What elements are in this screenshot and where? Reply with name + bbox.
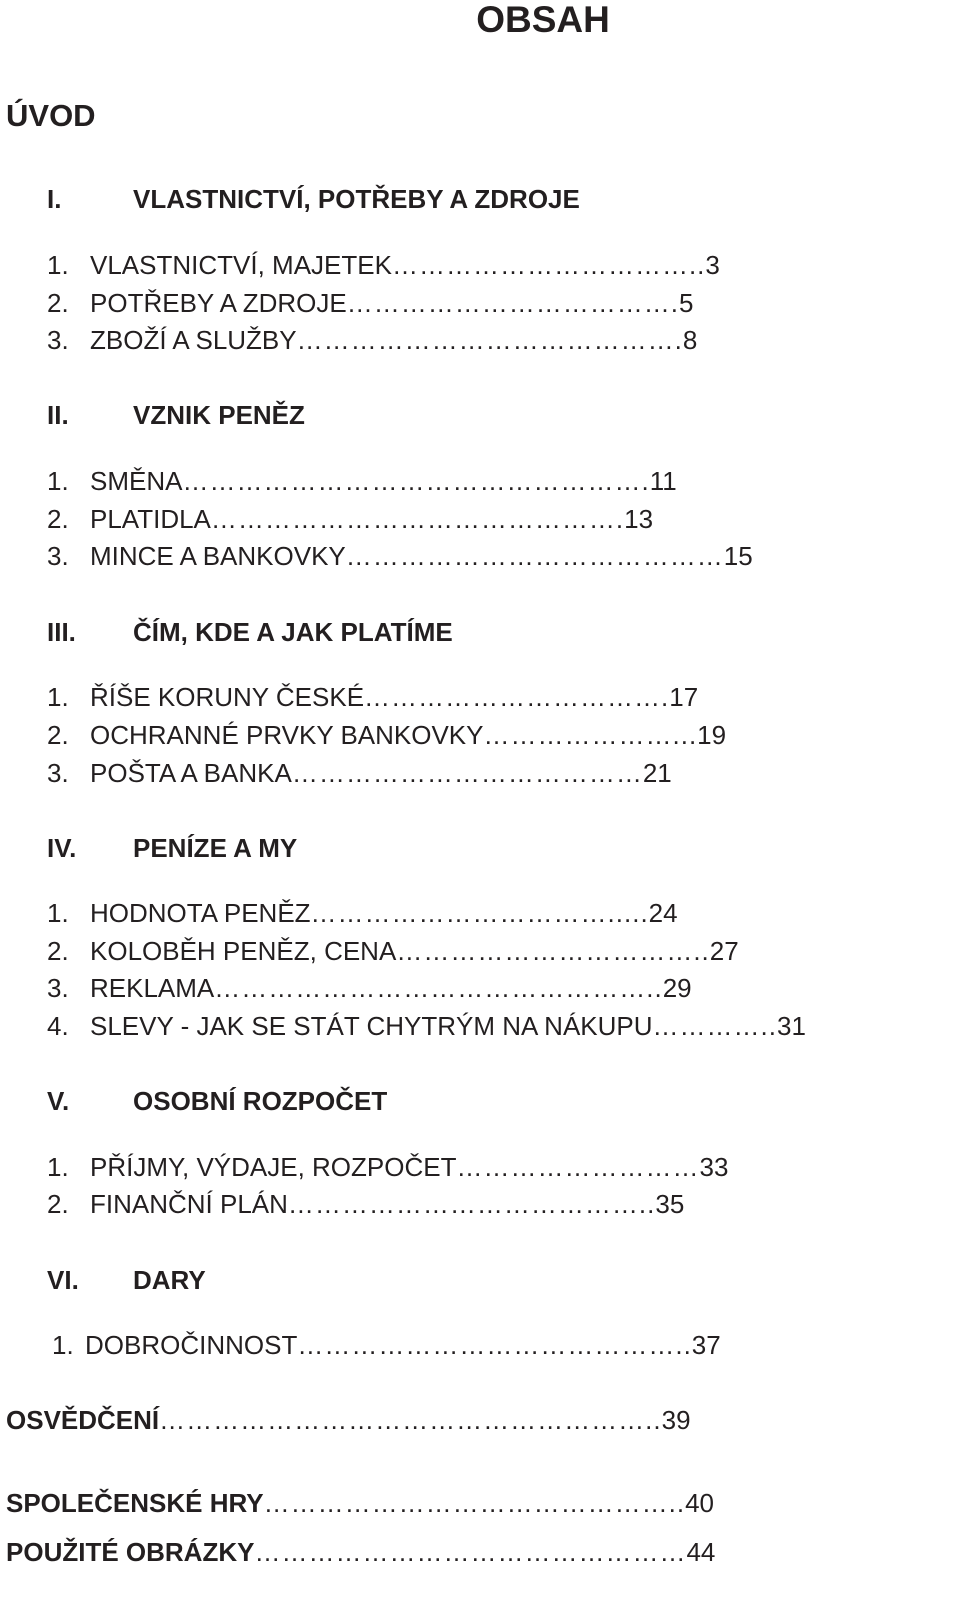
section-title: PENÍZE A MY (133, 833, 298, 863)
page-number: 3 (705, 250, 720, 280)
entry-number: 3. (47, 541, 69, 571)
entry-label: POŠTA A BANKA (90, 758, 292, 788)
page-number: 39 (661, 1405, 691, 1435)
toc-entry-games (6, 1486, 714, 1520)
entry-label: DOBROČINNOST (85, 1330, 298, 1360)
entry-label: SPOLEČENSKÉ HRY (6, 1488, 264, 1518)
toc-entry (52, 1328, 721, 1362)
section-number: IV. (47, 833, 77, 863)
dot-leader: ……………………………. (364, 682, 670, 712)
page-number: 44 (686, 1537, 716, 1567)
toc-entry (47, 1009, 806, 1043)
entry-number: 2. (47, 720, 69, 750)
dot-leader: ……………………………………………….. (159, 1405, 662, 1435)
dot-leader: ……………………… (456, 1152, 700, 1182)
page-number: 15 (723, 541, 753, 571)
section-title: DARY (133, 1265, 206, 1295)
page-number: 40 (685, 1488, 715, 1518)
toc-entry-images (6, 1535, 715, 1569)
entry-number: 3. (47, 325, 69, 355)
dot-leader: …………………………………… (345, 541, 724, 571)
page-number: 8 (682, 325, 698, 355)
entry-label: HODNOTA PENĚZ (90, 898, 311, 928)
page-number: 35 (655, 1189, 685, 1219)
entry-label: REKLAMA (90, 973, 215, 1003)
page-number: 37 (691, 1330, 721, 1360)
entry-label: FINANČNÍ PLÁN (90, 1189, 288, 1219)
page-number: 27 (709, 936, 739, 966)
entry-number: 2. (47, 504, 69, 534)
page-number: 24 (648, 898, 678, 928)
dot-leader: …………………………….. (391, 250, 706, 280)
entry-label: PŘÍJMY, VÝDAJE, ROZPOČET (90, 1152, 457, 1182)
page-number: 17 (669, 682, 699, 712)
toc-entry (47, 464, 677, 498)
toc-entry-certificate (6, 1403, 691, 1437)
entry-label: POUŽITÉ OBRÁZKY (6, 1537, 255, 1567)
intro-heading: ÚVOD (6, 98, 96, 133)
toc-entry (47, 502, 653, 536)
toc-entry (47, 539, 753, 573)
page-number: 21 (642, 758, 672, 788)
entry-label: MINCE A BANKOVKY (90, 541, 346, 571)
entry-number: 1. (47, 250, 69, 280)
entry-number: 3. (47, 973, 69, 1003)
entry-label: PLATIDLA (90, 504, 211, 534)
toc-entry (47, 1187, 684, 1221)
dot-leader: ………………………………………. (210, 504, 625, 534)
entry-label: VLASTNICTVÍ, MAJETEK (90, 250, 392, 280)
entry-label: OSVĚDČENÍ (6, 1405, 160, 1435)
page-number: 31 (776, 1011, 806, 1041)
toc-entry (47, 971, 692, 1005)
dot-leader: ………………………………………….. (214, 973, 663, 1003)
dot-leader: ……………………………………………. (182, 466, 650, 496)
dot-leader: …………………………………….. (297, 1330, 692, 1360)
toc-entry (47, 680, 698, 714)
section-number: I. (47, 184, 62, 214)
entry-label: SLEVY - JAK SE STÁT CHYTRÝM NA NÁKUPU (90, 1011, 653, 1041)
page-number: 11 (649, 466, 677, 496)
entry-number: 2. (47, 936, 69, 966)
dot-leader: …………………... (483, 720, 698, 750)
entry-label: SMĚNA (90, 466, 183, 496)
entry-label: OCHRANNÉ PRVKY BANKOVKY (90, 720, 484, 750)
page-number: 29 (662, 973, 692, 1003)
section-title: ČÍM, KDE A JAK PLATÍME (133, 617, 453, 647)
toc-entry (47, 323, 697, 357)
section-title: VZNIK PENĚZ (133, 400, 305, 430)
entry-number: 1. (47, 466, 69, 496)
page-title: OBSAH (476, 0, 610, 40)
dot-leader: ……………………………………….. (263, 1488, 686, 1518)
toc-entry (47, 756, 672, 790)
section-number: II. (47, 400, 69, 430)
page-number: 5 (678, 288, 694, 318)
dot-leader: ……………………………………. (296, 325, 683, 355)
entry-number: 2. (47, 288, 69, 318)
dot-leader: ………………………………….. (287, 1189, 656, 1219)
entry-label: POTŘEBY A ZDROJE (90, 288, 347, 318)
section-title: OSOBNÍ ROZPOČET (133, 1086, 388, 1116)
entry-number: 2. (47, 1189, 69, 1219)
dot-leader: ………………………………… (291, 758, 643, 788)
entry-number: 4. (47, 1011, 69, 1041)
toc-entry (47, 286, 693, 320)
entry-number: 3. (47, 758, 69, 788)
dot-leader: ………….. (652, 1011, 777, 1041)
entry-label: ŘÍŠE KORUNY ČESKÉ (90, 682, 365, 712)
section-number: III. (47, 617, 76, 647)
toc-entry (47, 718, 726, 752)
toc-entry (47, 1150, 728, 1184)
entry-label: ZBOŽÍ A SLUŽBY (90, 325, 297, 355)
entry-number: 1. (47, 1152, 69, 1182)
entry-number: 1. (47, 898, 69, 928)
page-number: 13 (624, 504, 654, 534)
section-title: VLASTNICTVÍ, POTŘEBY A ZDROJE (133, 184, 580, 214)
section-number: VI. (47, 1265, 79, 1295)
section-number: V. (47, 1086, 70, 1116)
toc-entry (47, 934, 739, 968)
dot-leader: ………………………………. (346, 288, 679, 318)
dot-leader: …………………………….. (396, 936, 710, 966)
dot-leader: ……………………………..... (310, 898, 649, 928)
toc-entry (47, 248, 720, 282)
entry-number: 1. (47, 682, 69, 712)
entry-number: 1. (52, 1330, 74, 1360)
entry-label: KOLOBĚH PENĚZ, CENA (90, 936, 397, 966)
page-number: 33 (699, 1152, 729, 1182)
dot-leader: ………………………………………… (254, 1537, 687, 1567)
toc-entry (47, 896, 678, 930)
page-number: 19 (697, 720, 727, 750)
